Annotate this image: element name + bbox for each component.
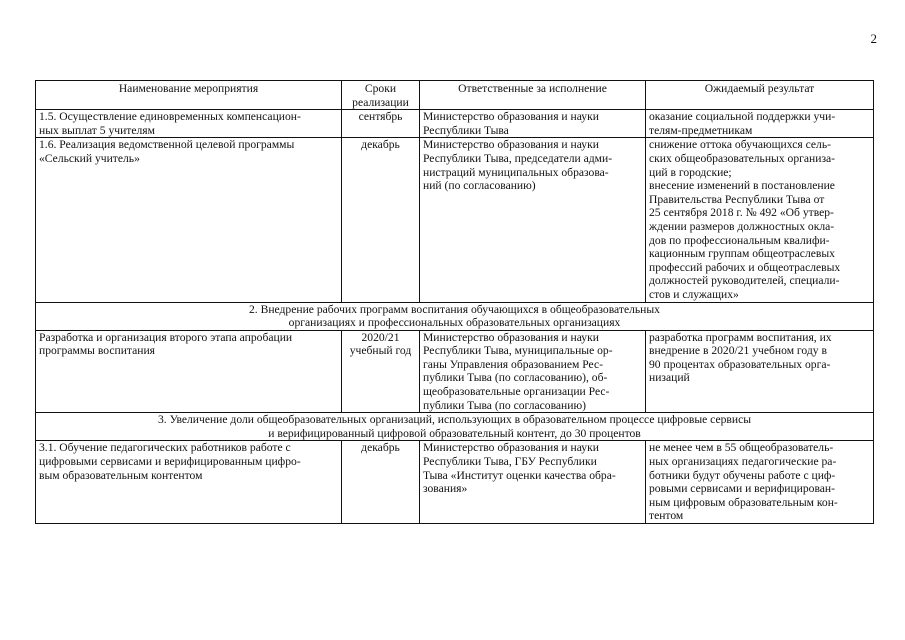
header-term: Сроки реализации xyxy=(342,81,420,110)
table-row xyxy=(36,441,874,524)
header-responsible: Ответственные за исполнение xyxy=(420,81,646,110)
event-cell: 1.5. Осуществление единовременных компенсацион- ных выплат 5 учителям xyxy=(36,110,342,138)
event-cell: 3.1. Обучение педагогических работников работе с цифровыми сервисами и верифицированным цифро- вым образовательным контентом xyxy=(36,441,342,524)
responsible-cell: Министерство образования и науки Республики Тыва, муниципальные ор- ганы Управления образованием Рес- публики Тыва (по согласованию), об- щеобразовательные организации Рес- публики Тыва (по согласованию) xyxy=(420,330,646,413)
event-cell: Разработка и организация второго этапа апробации программы воспитания xyxy=(36,330,342,413)
term-cell: декабрь xyxy=(342,441,420,524)
responsible-cell: Министерство образования и науки Республики Тыва xyxy=(420,110,646,138)
header-event: Наименование мероприятия xyxy=(36,81,342,110)
table-row xyxy=(36,330,874,413)
term-cell: 2020/21 учебный год xyxy=(342,330,420,413)
page-number: 2 xyxy=(870,31,877,46)
result-cell: разработка программ воспитания, их внедрение в 2020/21 учебном году в 90 процентах образовательных орга- низаций xyxy=(646,330,874,413)
section-row xyxy=(36,413,874,441)
result-cell: оказание социальной поддержки учи- телям-предметникам xyxy=(646,110,874,138)
term-cell: сентябрь xyxy=(342,110,420,138)
table-header-row xyxy=(36,81,874,110)
table-row xyxy=(36,110,874,138)
events-table xyxy=(35,80,874,524)
section-heading: 2. Внедрение рабочих программ воспитания обучающихся в общеобразовательных организациях и профессиональных образовательных организациях xyxy=(36,302,874,330)
result-cell: не менее чем в 55 общеобразователь- ных организациях педагогические ра- ботники будут обучены работе с циф- ровыми сервисами и верифицирован- ным цифровым образовательным кон- тентом xyxy=(646,441,874,524)
section-heading: 3. Увеличение доли общеобразовательных организаций, использующих в образовательном процессе цифровые сервисы и верифицированный цифровой образовательный контент, до 30 процентов xyxy=(36,413,874,441)
header-result: Ожидаемый результат xyxy=(646,81,874,110)
responsible-cell: Министерство образования и науки Республики Тыва, ГБУ Республики Тыва «Институт оценки качества обра- зования» xyxy=(420,441,646,524)
section-row xyxy=(36,302,874,330)
responsible-cell: Министерство образования и науки Республики Тыва, председатели адми- нистраций муниципальных образова- ний (по согласованию) xyxy=(420,138,646,302)
event-cell: 1.6. Реализация ведомственной целевой программы «Сельский учитель» xyxy=(36,138,342,302)
table-row xyxy=(36,138,874,302)
term-cell: декабрь xyxy=(342,138,420,302)
result-cell: снижение оттока обучающихся сель- ских общеобразовательных организа- ций в городские; внесение изменений в постановление Правительства Республики Тыва от 25 сентября 2018 г. № 492 «Об утвер- ждении размеров должностных окла- дов по профессиональным квалифи- кационным группам общеотраслевых профессий рабочих и общеотраслевых должностей руководителей, специали- стов и служащих» xyxy=(646,138,874,302)
